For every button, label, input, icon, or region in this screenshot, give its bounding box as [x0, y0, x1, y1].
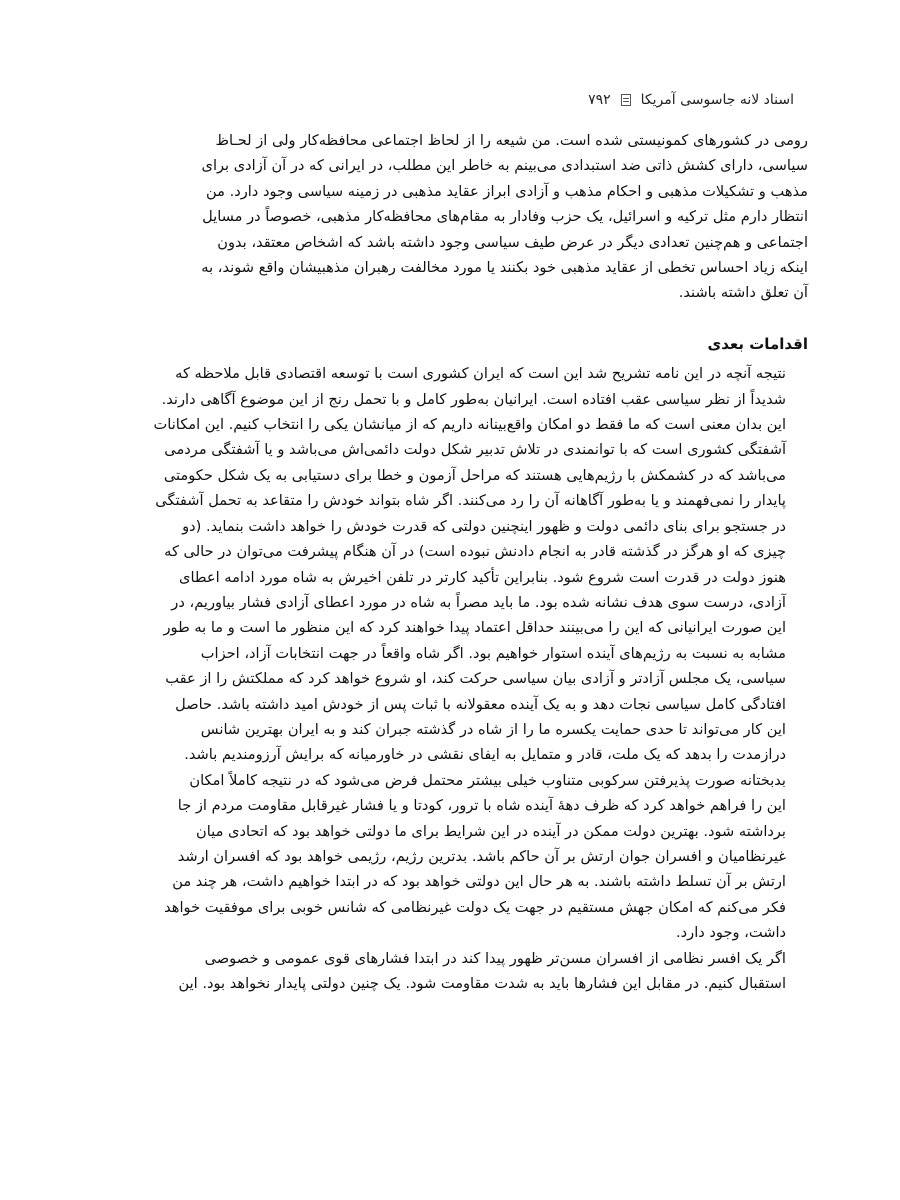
text-line: اجتماعی و هم‌چنین تعدادی دیگر در عرض طیف سیاسی وجود داشته باشد که اشخاص معتقد، بدون	[217, 233, 808, 251]
text-line: آشفتگی کشوری است که با توانمندی در تلاش تدبیر شکل دولت دائمی‌اش می‌باشد و یا آشفتگی مردمی	[164, 441, 786, 459]
text-line: سیاسی، دارای کشش ذاتی ضد استبدادی می‌بینم به خاطر این مطلب، در ایرانی که در آن آزادی برای	[201, 157, 808, 175]
header-title: اسناد لانه جاسوسی آمریکا	[640, 92, 794, 108]
text-line: داشت، وجود دارد.	[676, 924, 786, 942]
text-line: هنوز دولت در قدرت است شروع شود. بنابراین تأکید کارتر در تلفن اخیرش به شاه مورد ادامه اعطای	[179, 568, 786, 586]
text-line: درازمدت را بدهد که یک ملت، قادر و متمایل به ایفای نقشی در خاورمیانه که برایش آرزومندیم باشد.	[184, 746, 786, 764]
document-icon	[621, 94, 631, 106]
text-line: نتیجه آنچه در این نامه تشریح شد این است که ایران کشوری است با توسعه اقتصادی قابل ملاحظه که	[175, 365, 786, 383]
text-line: می‌باشد که در کشمکش با رژیم‌هایی هستند که مراحل آزمون و خطا برای دستیابی به یک شکل حکومتی	[163, 466, 786, 484]
page-number: ۷۹۲	[588, 92, 611, 108]
text-line: استقبال کنیم. در مقابل این فشارها باید به شدت مقاومت شود. یک چنین دولتی پایدار نخواهد بود. این	[178, 975, 786, 992]
text-line: پایدار را نمی‌فهمند و یا به‌طور آگاهانه آن را رد می‌کنند. اگر شاه بتواند خودش را متقاعد به تحمل آشفتگی	[155, 492, 786, 510]
text-line: چیزی که او هرگز در گذشته قادر به انجام دادنش نبوده است) در آن هنگام پیشرفت می‌توان در حالی که	[164, 543, 786, 561]
document-body	[104, 128, 808, 996]
running-header	[588, 92, 794, 108]
text-line: اگر یک افسر نظامی از افسران مسن‌تر ظهور پیدا کند در ابتدا فشارهای قوی عمومی و خصوصی	[204, 949, 786, 967]
text-line: ارتش بر آن تسلط داشته باشند. به هر حال این دولتی خواهد بود که در ابتدا خواهیم داشت، هر چند من	[172, 873, 786, 891]
text-line: در جستجو برای بنای دائمی دولت و ظهور اینچنین دولتی که قدرت خودش را خواهد داشت بنماید. (دو	[182, 517, 786, 535]
text-line: آزادی، درست سوی هدف نشانه شده بود. ما باید مصراً به شاه در مورد اعطای آزادی فشار بیاوریم، در	[171, 593, 786, 611]
text-line: غیرنظامیان و افسران جوان ارتش بر آن حاکم باشد. بدترین رژیم، رژیمی خواهد بود که افسران ارشد	[177, 847, 786, 865]
section-heading: اقدامات بعدی	[707, 334, 808, 353]
text-line: مذهب و تشکیلات مذهبی و احکام مذهب و آزادی ابراز عقاید مذهبی در زمینه سیاسی وجود دارد. من	[206, 182, 808, 200]
text-line: مشابه به نسبت به رژیم‌های آینده استوار خواهیم بود. اگر شاه واقعاً در جهت انتخابات آزاد، احزاب	[200, 644, 786, 662]
text-line: فکر می‌کنم که امکان جهش مستقیم در جهت یک دولت غیرنظامی که شانس خوبی برای موفقیت خواهد	[164, 898, 786, 916]
text-line: این صورت ایرانیانی که این را می‌بینند حداقل اعتماد پیدا خواهند کرد که این منظور ما است و ما به طور	[163, 619, 786, 637]
text-line: بدبختانه صورت پذیرفتن سرکوبی متناوب خیلی بیشتر محتمل فرض می‌شود که در نتیجه کاملاً امکان	[189, 771, 786, 789]
text-line: رومی در کشورهای کمونیستی شده است. من شیعه را از لحاظ اجتماعی محافظه‌کار ولی از لحـاظ	[215, 132, 808, 149]
text-line: این کار می‌تواند تا حدی حمایت یکسره ما را از شاه در گذشته جبران کند و به ایران بهترین شانس	[200, 720, 786, 738]
text-line: این را فراهم خواهد کرد که ظرف دهۀ آینده شاه با ترور، کودتا و یا فشار غیرقابل مقاومت مردم از جا	[177, 797, 786, 815]
text-line: آن تعلق داشته باشند.	[678, 284, 808, 302]
text-line: برداشته شود. بهترین دولت ممکن در آینده در این شرایط برای ما دولتی خواهد بود که اتحادی میان	[196, 822, 786, 840]
paragraph-continuation	[104, 128, 808, 306]
paragraph-military-officer	[104, 946, 808, 997]
text-line: اینکه زیاد احساس تخطی از عقاید مذهبی خود بکنند یا مورد مخالفت رهبران مذهبیشان واقع شوند، به	[201, 259, 808, 277]
text-line: سیاسی، یک مجلس آزادتر و آزادی بیان سیاسی حرکت کند، او شروع خواهد کرد که مملکتش را از عقب	[165, 670, 786, 688]
text-line: این بدان معنی است که ما فقط دو امکان واقع‌بینانه داریم که از میانشان یکی را انتخاب کنیم. این امکانات	[153, 416, 786, 434]
text-line: انتظار دارم مثل ترکیه و اسرائیل، یک حزب وفادار به مقام‌های محافظه‌کار مذهبی، خصوصاً در مسایل	[202, 208, 808, 226]
paragraph-next-steps	[104, 361, 808, 945]
text-line: شدیداً از نظر سیاسی عقب افتاده است. ایرانیان به‌طور کامل و با تحمل رنج از این موضوع آگاهی دارند.	[161, 390, 786, 408]
text-line: افتادگی کامل سیاسی نجات دهد و به یک آینده معقولانه با ثبات پس از خودش امید داشته باشد. حاصل	[175, 695, 786, 713]
